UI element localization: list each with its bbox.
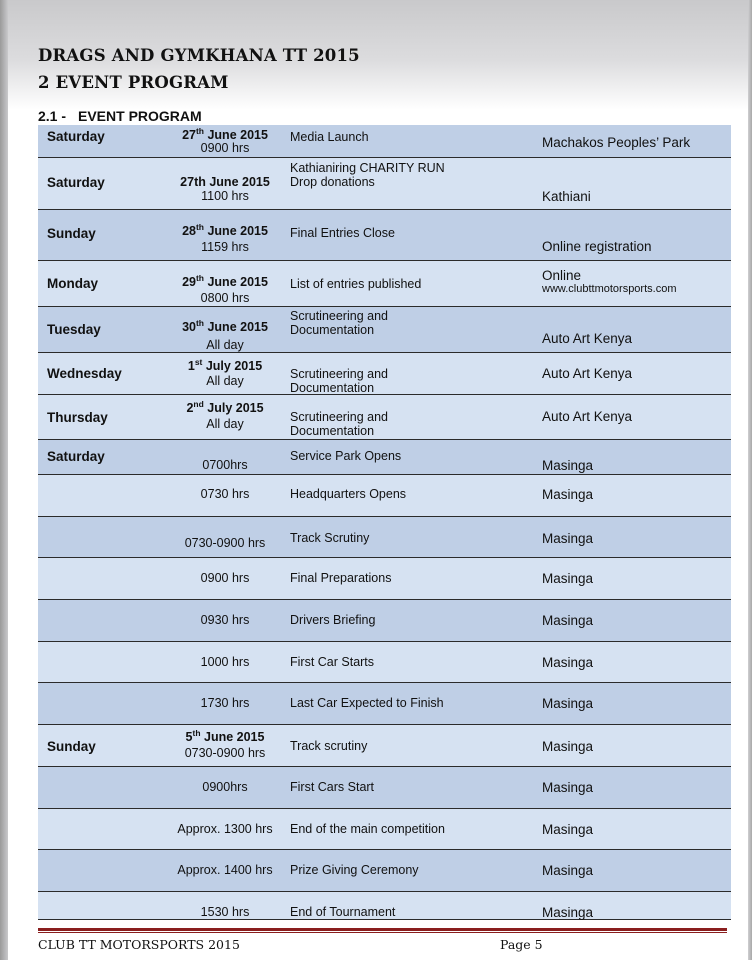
time-label: 0930 hrs (200, 612, 250, 627)
table-row (38, 599, 731, 641)
location-label: Auto Art Kenya (542, 365, 633, 381)
location-cell (542, 352, 731, 394)
date-ordinal: nd (193, 398, 204, 409)
table-row (38, 557, 731, 599)
date-cell (160, 724, 290, 766)
location-cell (542, 891, 731, 919)
table-row (38, 516, 731, 557)
date-ordinal: st (194, 356, 203, 367)
date-cell (160, 394, 290, 439)
time-label: 0900hrs (202, 779, 248, 794)
day-label: Saturday (47, 129, 105, 144)
date-cell (160, 157, 290, 209)
time-label: 1159 hrs (201, 239, 249, 254)
table-row (38, 439, 731, 474)
activity-cell (290, 724, 542, 766)
location-label: Masinga (542, 779, 594, 795)
day-label: Saturday (47, 448, 105, 464)
day-cell (38, 516, 160, 557)
activity-label: Prize Giving Ceremony (290, 862, 419, 877)
page-shadow-right (748, 0, 752, 960)
day-label: Thursday (47, 409, 108, 425)
location-cell (542, 599, 731, 641)
footer-rule-thin (38, 932, 727, 933)
date-cell (160, 125, 290, 157)
date-cell (160, 516, 290, 557)
location-cell (542, 394, 731, 439)
time-label: Approx. 1300 hrs (177, 821, 273, 836)
day-label: Saturday (47, 174, 105, 190)
activity-label: Media Launch (290, 130, 369, 144)
date-label (182, 221, 268, 238)
location-label: Masinga (542, 457, 594, 473)
location-label: Masinga (542, 654, 594, 670)
event-program-table (38, 125, 731, 920)
activity-label: Final Entries Close (290, 225, 395, 240)
activity-cell (290, 599, 542, 641)
date-ordinal: th (195, 221, 204, 232)
location-label: Masinga (542, 738, 594, 754)
date-month: June 2015 (204, 274, 268, 289)
time-label: 0730 hrs (200, 486, 250, 501)
date-month: June 2015 (204, 128, 268, 142)
time-label: 0800 hrs (200, 290, 250, 305)
activity-label: End of Tournament (290, 904, 396, 919)
day-label: Monday (47, 275, 99, 291)
activity-cell (290, 352, 542, 394)
table-row (38, 394, 731, 439)
table-row (38, 260, 731, 306)
activity-label: Scrutineering and Documentation (290, 308, 388, 337)
location-cell (542, 474, 731, 516)
day-cell (38, 157, 160, 209)
day-cell (38, 641, 160, 682)
table-row (38, 849, 731, 891)
activity-label: Scrutineering and Documentation (290, 366, 388, 395)
location-label: Online registration (542, 238, 652, 254)
activity-cell (290, 557, 542, 599)
activity-label: Drivers Briefing (290, 612, 376, 627)
table-row (38, 157, 731, 209)
activity-cell (290, 808, 542, 849)
time-label: Approx. 1400 hrs (177, 862, 273, 877)
day-cell (38, 599, 160, 641)
date-cell (160, 474, 290, 516)
location-label: Auto Art Kenya (542, 330, 633, 346)
table-row (38, 474, 731, 516)
date-day: 27 (182, 128, 196, 142)
date-cell (160, 766, 290, 808)
location-cell (542, 724, 731, 766)
date-cell (160, 557, 290, 599)
day-cell (38, 474, 160, 516)
activity-cell (290, 125, 542, 157)
time-label: 0730-0900 hrs (184, 535, 266, 550)
date-label (180, 175, 270, 189)
time-label: All day (206, 337, 244, 352)
location-label: Masinga (542, 862, 594, 878)
page-shadow-left (0, 0, 8, 960)
date-ordinal: th (192, 727, 201, 738)
activity-label: Kathianiring CHARITY RUN Drop donations (290, 160, 445, 189)
time-label: All day (206, 416, 244, 431)
time-label: 0730-0900 hrs (184, 745, 266, 760)
date-label (182, 317, 268, 334)
time-label: All day (206, 373, 244, 388)
section-number: 2.1 - (38, 108, 67, 124)
day-cell (38, 306, 160, 352)
day-cell (38, 439, 160, 474)
activity-label: End of the main competition (290, 821, 445, 836)
time-label: 1000 hrs (200, 654, 250, 669)
date-cell (160, 641, 290, 682)
date-cell (160, 599, 290, 641)
table-row (38, 352, 731, 394)
location-cell (542, 516, 731, 557)
date-day: 27th June 2015 (180, 174, 270, 189)
activity-cell (290, 474, 542, 516)
activity-cell (290, 260, 542, 306)
location-label: Masinga (542, 904, 594, 920)
location-cell (542, 439, 731, 474)
date-cell (160, 682, 290, 724)
day-cell (38, 394, 160, 439)
date-label (185, 727, 265, 744)
date-label (187, 356, 263, 373)
location-cell (542, 808, 731, 849)
location-label: Masinga (542, 530, 594, 546)
location-cell (542, 125, 731, 157)
activity-label: Headquarters Opens (290, 486, 407, 501)
activity-cell (290, 682, 542, 724)
day-cell (38, 352, 160, 394)
day-cell (38, 557, 160, 599)
date-day: 1 (187, 358, 195, 373)
date-month: July 2015 (202, 358, 263, 373)
time-label: 0900 hrs (200, 570, 250, 585)
date-day: 28 (182, 223, 196, 238)
time-label: 0700hrs (202, 457, 248, 472)
date-day: 2 (186, 400, 194, 415)
date-cell (160, 849, 290, 891)
day-cell (38, 849, 160, 891)
activity-cell (290, 891, 542, 919)
location-label: Machakos Peoples’ Park (542, 135, 691, 150)
date-day: 5 (185, 729, 193, 744)
location-cell (542, 849, 731, 891)
day-label: Wednesday (47, 365, 122, 381)
location-cell (542, 557, 731, 599)
date-label (186, 398, 264, 415)
date-month: June 2015 (204, 223, 268, 238)
day-label: Sunday (47, 738, 96, 754)
activity-cell (290, 766, 542, 808)
table-row (38, 724, 731, 766)
day-cell (38, 724, 160, 766)
activity-cell (290, 439, 542, 474)
day-cell (38, 125, 160, 157)
date-cell (160, 439, 290, 474)
table-row (38, 125, 731, 157)
activity-label: Track scrutiny (290, 738, 368, 753)
table-row (38, 209, 731, 260)
day-label: Sunday (47, 225, 96, 241)
location-label: Masinga (542, 821, 594, 837)
chapter-title: 2 EVENT PROGRAM (38, 73, 229, 92)
activity-label: Service Park Opens (290, 448, 402, 463)
location-label: Masinga (542, 486, 594, 502)
day-cell (38, 766, 160, 808)
activity-cell (290, 516, 542, 557)
location-cell (542, 682, 731, 724)
time-label: 1730 hrs (200, 695, 250, 710)
location-label: Online (542, 267, 582, 283)
date-ordinal: th (195, 272, 204, 283)
location-cell (542, 209, 731, 260)
activity-label: Final Preparations (290, 570, 392, 585)
table-row (38, 891, 731, 919)
table-row (38, 808, 731, 849)
activity-label: Last Car Expected to Finish (290, 695, 444, 710)
date-cell (160, 808, 290, 849)
section-title: EVENT PROGRAM (78, 108, 202, 124)
date-month: June 2015 (204, 319, 268, 334)
date-ordinal: th (195, 126, 204, 136)
footer-org: CLUB TT MOTORSPORTS 2015 (38, 937, 240, 952)
activity-label: First Car Starts (290, 654, 375, 669)
activity-cell (290, 209, 542, 260)
date-month: June 2015 (200, 729, 265, 744)
date-cell (160, 352, 290, 394)
activity-label: List of entries published (290, 276, 422, 291)
time-label: 0900 hrs (200, 141, 250, 155)
date-ordinal: th (195, 317, 204, 328)
date-cell (160, 260, 290, 306)
day-cell (38, 682, 160, 724)
day-cell (38, 260, 160, 306)
location-label: Masinga (542, 695, 594, 711)
day-label: Tuesday (47, 321, 101, 337)
day-cell (38, 209, 160, 260)
location-label: Auto Art Kenya (542, 408, 633, 424)
activity-label: Track Scrutiny (290, 530, 370, 545)
activity-label: First Cars Start (290, 779, 375, 794)
date-day: 29 (182, 274, 196, 289)
time-label: 1530 hrs (200, 904, 250, 919)
page-number: Page 5 (500, 937, 543, 952)
document-title: DRAGS AND GYMKHANA TT 2015 (38, 46, 360, 65)
section-heading (38, 108, 202, 124)
date-cell (160, 891, 290, 919)
table-row (38, 641, 731, 682)
location-cell (542, 766, 731, 808)
date-day: 30 (182, 319, 196, 334)
date-cell (160, 209, 290, 260)
location-label: Masinga (542, 570, 594, 586)
activity-cell (290, 641, 542, 682)
date-month: July 2015 (203, 400, 264, 415)
activity-cell (290, 157, 542, 209)
location-url: www.clubttmotorsports.com (542, 282, 677, 295)
location-cell (542, 641, 731, 682)
location-cell (542, 157, 731, 209)
date-cell (160, 306, 290, 352)
activity-cell (290, 306, 542, 352)
activity-label: Scrutineering and Documentation (290, 409, 388, 438)
date-label (182, 128, 268, 142)
table-row (38, 306, 731, 352)
activity-cell (290, 849, 542, 891)
table-row (38, 766, 731, 808)
footer-rule (38, 928, 727, 931)
location-cell (542, 260, 731, 306)
time-label: 1100 hrs (201, 188, 249, 203)
table-row (38, 682, 731, 724)
activity-cell (290, 394, 542, 439)
date-label (182, 272, 268, 289)
day-cell (38, 808, 160, 849)
location-label: Masinga (542, 612, 594, 628)
day-cell (38, 891, 160, 919)
location-cell (542, 306, 731, 352)
location-label: Kathiani (542, 188, 591, 204)
